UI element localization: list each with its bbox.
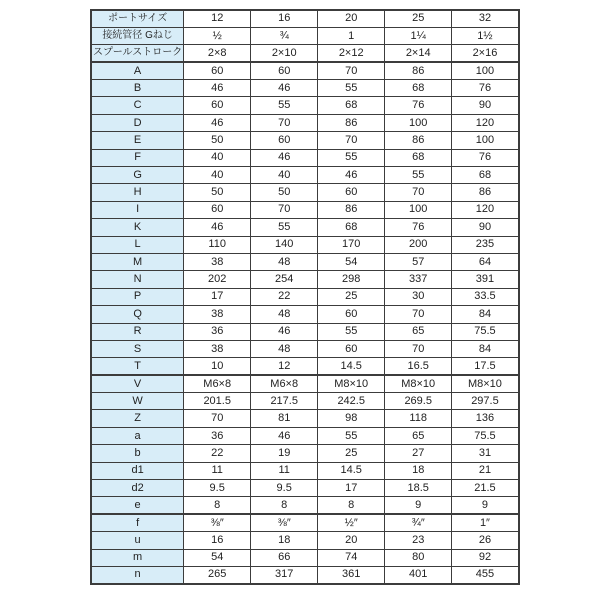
row-label-cell: R <box>91 323 184 340</box>
row-label-cell: G <box>91 167 184 184</box>
data-cell: 25 <box>385 10 452 27</box>
data-cell: 57 <box>385 253 452 270</box>
data-cell: 265 <box>184 567 251 584</box>
data-cell: 235 <box>452 236 519 253</box>
table-row <box>91 393 519 410</box>
data-cell: 65 <box>385 323 452 340</box>
data-cell: M8×10 <box>318 375 385 392</box>
row-label-cell: L <box>91 236 184 253</box>
table-row <box>91 253 519 270</box>
table-row <box>91 184 519 201</box>
table-row <box>91 532 519 549</box>
spec-table <box>90 9 520 585</box>
data-cell: 38 <box>184 340 251 357</box>
data-cell: 170 <box>318 236 385 253</box>
data-cell: 60 <box>251 62 318 79</box>
data-cell: 9 <box>452 497 519 514</box>
data-cell: 12 <box>251 358 318 375</box>
data-cell: 54 <box>184 549 251 566</box>
data-cell: 46 <box>318 167 385 184</box>
data-cell: 17.5 <box>452 358 519 375</box>
row-label-cell: E <box>91 132 184 149</box>
data-cell: 40 <box>184 149 251 166</box>
row-label-cell: a <box>91 427 184 444</box>
data-cell: 60 <box>318 306 385 323</box>
data-cell: 46 <box>184 219 251 236</box>
data-cell: 33.5 <box>452 288 519 305</box>
row-label-cell: d1 <box>91 462 184 479</box>
data-cell: 68 <box>385 80 452 97</box>
data-cell: 23 <box>385 532 452 549</box>
data-cell: 86 <box>318 201 385 218</box>
data-cell: 70 <box>318 62 385 79</box>
data-cell: 70 <box>251 114 318 131</box>
data-cell: 65 <box>385 427 452 444</box>
data-cell: 68 <box>318 219 385 236</box>
data-cell: 76 <box>385 97 452 114</box>
row-label-cell: V <box>91 375 184 392</box>
data-cell: 8 <box>184 497 251 514</box>
data-cell: ⅜″ <box>184 514 251 531</box>
table-row <box>91 201 519 218</box>
data-cell: 80 <box>385 549 452 566</box>
data-cell: 55 <box>251 97 318 114</box>
data-cell: 48 <box>251 340 318 357</box>
data-cell: 84 <box>452 306 519 323</box>
data-cell: 55 <box>318 149 385 166</box>
table-row <box>91 80 519 97</box>
data-cell: 361 <box>318 567 385 584</box>
data-cell: 46 <box>251 323 318 340</box>
data-cell: 60 <box>184 97 251 114</box>
data-cell: ½″ <box>318 514 385 531</box>
data-cell: 60 <box>184 62 251 79</box>
row-label-cell: u <box>91 532 184 549</box>
row-label-cell: P <box>91 288 184 305</box>
table-row <box>91 480 519 497</box>
data-cell: 36 <box>184 427 251 444</box>
data-cell: 110 <box>184 236 251 253</box>
row-label-cell: Z <box>91 410 184 427</box>
data-cell: 70 <box>251 201 318 218</box>
data-cell: 22 <box>251 288 318 305</box>
data-cell: 1½ <box>452 27 519 44</box>
data-cell: 36 <box>184 323 251 340</box>
data-cell: 50 <box>251 184 318 201</box>
header-row <box>91 27 519 44</box>
data-cell: 60 <box>318 340 385 357</box>
data-cell: 21 <box>452 462 519 479</box>
data-cell: 200 <box>385 236 452 253</box>
row-label-cell: n <box>91 567 184 584</box>
data-cell: 2×16 <box>452 45 519 62</box>
data-cell: M6×8 <box>251 375 318 392</box>
table-row <box>91 132 519 149</box>
data-cell: 17 <box>184 288 251 305</box>
data-cell: 19 <box>251 445 318 462</box>
table-row <box>91 427 519 444</box>
data-cell: 1¼ <box>385 27 452 44</box>
table-row <box>91 410 519 427</box>
row-label-cell: 接続管径 Gねじ <box>91 27 184 44</box>
data-cell: 25 <box>318 445 385 462</box>
table-row <box>91 219 519 236</box>
data-cell: 100 <box>452 132 519 149</box>
data-cell: 100 <box>452 62 519 79</box>
data-cell: 16 <box>184 532 251 549</box>
data-cell: 70 <box>385 306 452 323</box>
data-cell: 202 <box>184 271 251 288</box>
data-cell: 14.5 <box>318 358 385 375</box>
data-cell: 455 <box>452 567 519 584</box>
data-cell: ⅜″ <box>251 514 318 531</box>
data-cell: 50 <box>184 184 251 201</box>
data-cell: 269.5 <box>385 393 452 410</box>
data-cell: 9.5 <box>251 480 318 497</box>
table-row <box>91 514 519 531</box>
table-row <box>91 167 519 184</box>
table-row <box>91 375 519 392</box>
data-cell: 46 <box>251 80 318 97</box>
data-cell: 86 <box>318 114 385 131</box>
data-cell: 120 <box>452 114 519 131</box>
data-cell: 46 <box>184 114 251 131</box>
data-cell: 46 <box>251 149 318 166</box>
table-row <box>91 497 519 514</box>
data-cell: 90 <box>452 219 519 236</box>
row-label-cell: T <box>91 358 184 375</box>
data-cell: 20 <box>318 532 385 549</box>
row-label-cell: F <box>91 149 184 166</box>
data-cell: M6×8 <box>184 375 251 392</box>
data-cell: 11 <box>251 462 318 479</box>
header-row <box>91 10 519 27</box>
data-cell: 27 <box>385 445 452 462</box>
data-cell: ¾″ <box>385 514 452 531</box>
data-cell: 298 <box>318 271 385 288</box>
data-cell: 68 <box>385 149 452 166</box>
table-row <box>91 462 519 479</box>
data-cell: 76 <box>452 149 519 166</box>
table-row <box>91 340 519 357</box>
row-label-cell: H <box>91 184 184 201</box>
row-label-cell: m <box>91 549 184 566</box>
data-cell: 140 <box>251 236 318 253</box>
data-cell: 2×12 <box>318 45 385 62</box>
data-cell: 9 <box>385 497 452 514</box>
data-cell: 86 <box>385 132 452 149</box>
data-cell: 55 <box>385 167 452 184</box>
data-cell: 60 <box>251 132 318 149</box>
data-cell: ¾ <box>251 27 318 44</box>
data-cell: 38 <box>184 253 251 270</box>
data-cell: 46 <box>184 80 251 97</box>
data-cell: 81 <box>251 410 318 427</box>
row-label-cell: b <box>91 445 184 462</box>
data-cell: 68 <box>452 167 519 184</box>
data-cell: 391 <box>452 271 519 288</box>
data-cell: 16 <box>251 10 318 27</box>
data-cell: 70 <box>385 184 452 201</box>
table-row <box>91 358 519 375</box>
data-cell: 98 <box>318 410 385 427</box>
row-label-cell: e <box>91 497 184 514</box>
row-label-cell: M <box>91 253 184 270</box>
table-row <box>91 114 519 131</box>
data-cell: 31 <box>452 445 519 462</box>
data-cell: 40 <box>184 167 251 184</box>
data-cell: 217.5 <box>251 393 318 410</box>
row-label-cell: K <box>91 219 184 236</box>
data-cell: 18 <box>251 532 318 549</box>
data-cell: 17 <box>318 480 385 497</box>
data-cell: 254 <box>251 271 318 288</box>
row-label-cell: スプールストローク <box>91 45 184 62</box>
data-cell: ½ <box>184 27 251 44</box>
data-cell: 55 <box>251 219 318 236</box>
data-cell: 2×14 <box>385 45 452 62</box>
data-cell: M8×10 <box>385 375 452 392</box>
data-cell: 8 <box>318 497 385 514</box>
data-cell: 75.5 <box>452 323 519 340</box>
data-cell: 1″ <box>452 514 519 531</box>
data-cell: 242.5 <box>318 393 385 410</box>
row-label-cell: f <box>91 514 184 531</box>
data-cell: 86 <box>452 184 519 201</box>
data-cell: 86 <box>385 62 452 79</box>
data-cell: 25 <box>318 288 385 305</box>
data-cell: 317 <box>251 567 318 584</box>
data-cell: 14.5 <box>318 462 385 479</box>
data-cell: 48 <box>251 253 318 270</box>
data-cell: 92 <box>452 549 519 566</box>
data-cell: 55 <box>318 323 385 340</box>
data-cell: 16.5 <box>385 358 452 375</box>
table-row <box>91 271 519 288</box>
spec-table-body <box>91 10 519 584</box>
data-cell: 21.5 <box>452 480 519 497</box>
table-row <box>91 97 519 114</box>
row-label-cell: ポートサイズ <box>91 10 184 27</box>
data-cell: 30 <box>385 288 452 305</box>
data-cell: 76 <box>385 219 452 236</box>
row-label-cell: C <box>91 97 184 114</box>
row-label-cell: B <box>91 80 184 97</box>
data-cell: 55 <box>318 80 385 97</box>
data-cell: 10 <box>184 358 251 375</box>
data-cell: 76 <box>452 80 519 97</box>
table-row <box>91 323 519 340</box>
row-label-cell: A <box>91 62 184 79</box>
data-cell: 8 <box>251 497 318 514</box>
data-cell: 18 <box>385 462 452 479</box>
data-cell: 68 <box>318 97 385 114</box>
row-label-cell: Q <box>91 306 184 323</box>
data-cell: 9.5 <box>184 480 251 497</box>
dimension-table-container <box>90 9 520 585</box>
data-cell: 11 <box>184 462 251 479</box>
data-cell: 55 <box>318 427 385 444</box>
data-cell: 12 <box>184 10 251 27</box>
table-row <box>91 149 519 166</box>
data-cell: 118 <box>385 410 452 427</box>
data-cell: 18.5 <box>385 480 452 497</box>
data-cell: 50 <box>184 132 251 149</box>
table-row <box>91 567 519 584</box>
data-cell: 2×10 <box>251 45 318 62</box>
row-label-cell: W <box>91 393 184 410</box>
data-cell: 401 <box>385 567 452 584</box>
header-row <box>91 45 519 62</box>
data-cell: 84 <box>452 340 519 357</box>
table-row <box>91 549 519 566</box>
data-cell: 54 <box>318 253 385 270</box>
data-cell: 100 <box>385 201 452 218</box>
table-row <box>91 288 519 305</box>
data-cell: 60 <box>184 201 251 218</box>
data-cell: 22 <box>184 445 251 462</box>
data-cell: 100 <box>385 114 452 131</box>
table-row <box>91 306 519 323</box>
data-cell: 26 <box>452 532 519 549</box>
data-cell: 70 <box>318 132 385 149</box>
data-cell: 38 <box>184 306 251 323</box>
data-cell: 75.5 <box>452 427 519 444</box>
data-cell: 120 <box>452 201 519 218</box>
data-cell: 70 <box>385 340 452 357</box>
data-cell: 1 <box>318 27 385 44</box>
row-label-cell: d2 <box>91 480 184 497</box>
table-row <box>91 445 519 462</box>
table-row <box>91 62 519 79</box>
data-cell: 20 <box>318 10 385 27</box>
data-cell: 46 <box>251 427 318 444</box>
row-label-cell: S <box>91 340 184 357</box>
data-cell: 60 <box>318 184 385 201</box>
data-cell: 40 <box>251 167 318 184</box>
data-cell: 48 <box>251 306 318 323</box>
data-cell: 297.5 <box>452 393 519 410</box>
data-cell: 70 <box>184 410 251 427</box>
row-label-cell: N <box>91 271 184 288</box>
table-row <box>91 236 519 253</box>
data-cell: M8×10 <box>452 375 519 392</box>
data-cell: 201.5 <box>184 393 251 410</box>
data-cell: 32 <box>452 10 519 27</box>
row-label-cell: I <box>91 201 184 218</box>
data-cell: 66 <box>251 549 318 566</box>
data-cell: 64 <box>452 253 519 270</box>
data-cell: 337 <box>385 271 452 288</box>
data-cell: 136 <box>452 410 519 427</box>
row-label-cell: D <box>91 114 184 131</box>
data-cell: 90 <box>452 97 519 114</box>
data-cell: 74 <box>318 549 385 566</box>
data-cell: 2×8 <box>184 45 251 62</box>
